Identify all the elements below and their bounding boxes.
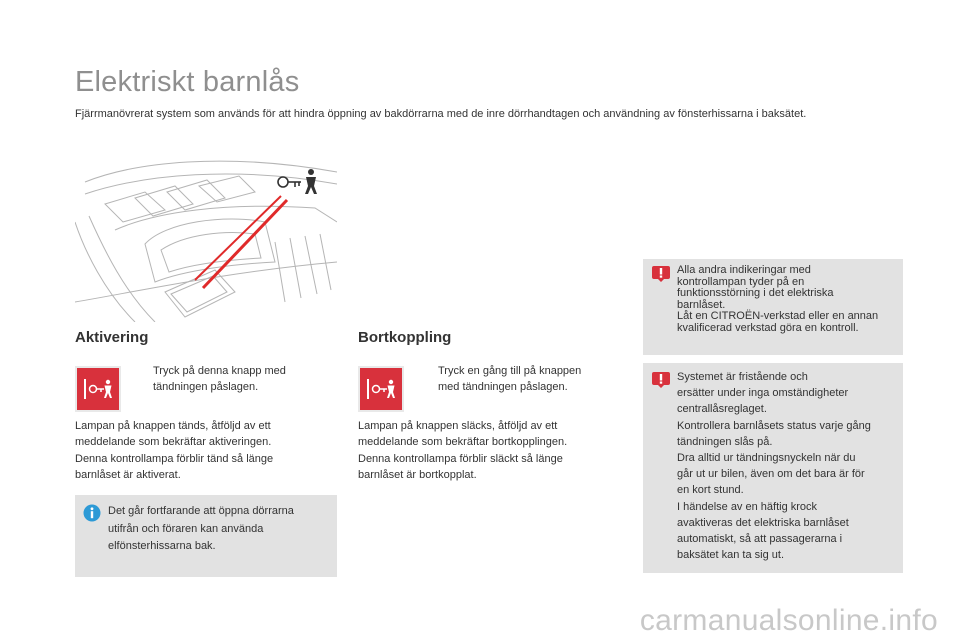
child-lock-button-illustration xyxy=(75,152,337,322)
deactivation-bullet xyxy=(416,363,616,395)
info-panel xyxy=(75,495,337,577)
deactivation-heading: Bortkoppling xyxy=(358,329,452,346)
info-icon xyxy=(83,504,101,522)
activation-description: Lampan på knappen tänds, åtföljd av ett meddelande som bekräftar aktiveringen. Denna kontrollampa förblir tänd så länge barnlåset är aktiverat. xyxy=(75,420,274,481)
warning-text-malfunction: Alla andra indikeringar med kontrollampan tyder på en funktionsstörning i det elektriska barnlåset. Låt en CITROËN-verkstad eller en annan kvalificerad verkstad göra en kontroll. xyxy=(677,264,879,334)
page-intro: Fjärrmanövrerat system som används för att hindra öppning av bakdörrarna med de inre dörrhandtagen och användning av fönsterhissarna i baksätet. xyxy=(75,108,807,120)
activation-bullet xyxy=(131,363,331,395)
warning-icon xyxy=(651,371,671,389)
activation-heading: Aktivering xyxy=(75,329,149,346)
activation-instruction: Tryck på denna knapp med tändningen påslagen. xyxy=(153,365,286,393)
child-lock-icon xyxy=(360,368,402,410)
warning-panel-system xyxy=(643,363,903,573)
deactivation-description: Lampan på knappen släcks, åtföljd av ett meddelande som bekräftar bortkopplingen. Denna kontrollampa förblir släckt så länge barnlåset är bortkopplat. xyxy=(358,420,568,481)
info-text: Det går fortfarande att öppna dörrarna utifrån och föraren kan använda elfönsterhissarna bak. xyxy=(108,505,294,552)
warning-icon xyxy=(651,265,671,283)
child-lock-button-icon xyxy=(75,366,121,412)
watermark: carmanualsonline.info xyxy=(639,604,938,637)
child-lock-button-icon-off xyxy=(358,366,404,412)
child-lock-icon xyxy=(77,368,119,410)
warning-panel-malfunction xyxy=(643,259,903,355)
page-title: Elektriskt barnlås xyxy=(75,66,300,98)
warning-text-system: Systemet är fristående och ersätter under inga omständigheter centrallåsreglaget. Kontrollera barnlåsets status varje gång tändningen slås på. Dra alltid ur tändningsnyckeln när du går ut ur bilen, även om det bara är för en kort stund. I händelse av en häftig krock avaktiveras det elektriska barnlåset automatiskt, så att passagerarna i baksätet kan ta sig ut. xyxy=(677,371,871,562)
deactivation-instruction: Tryck en gång till på knappen med tändningen påslagen. xyxy=(438,365,582,393)
